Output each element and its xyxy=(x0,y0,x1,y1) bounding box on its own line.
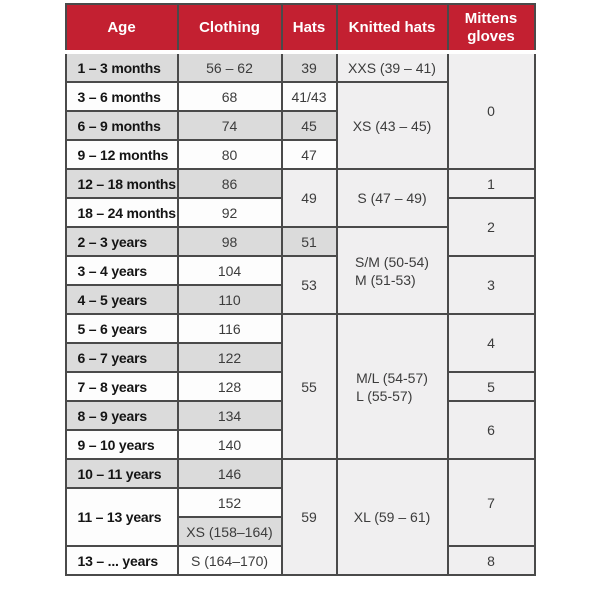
cell-age: 7 – 8 years xyxy=(66,372,178,401)
cell-hats: 51 xyxy=(282,227,337,256)
table-row xyxy=(66,256,535,285)
cell-clothing: 134 xyxy=(178,401,282,430)
table-body xyxy=(66,52,535,575)
cell-clothing: 110 xyxy=(178,285,282,314)
cell-knitted: XXS (39 – 41) xyxy=(337,52,448,82)
cell-mittens: 5 xyxy=(448,372,535,401)
cell-clothing: 116 xyxy=(178,314,282,343)
cell-mittens: 7 xyxy=(448,459,535,546)
header-knitted: Knitted hats xyxy=(337,4,448,52)
cell-age: 13 – ... years xyxy=(66,546,178,575)
cell-hats: 49 xyxy=(282,169,337,227)
cell-lines: S/M (50-54) M (51-53) xyxy=(355,253,429,288)
cell-mittens: 4 xyxy=(448,314,535,372)
cell-age: 10 – 11 years xyxy=(66,459,178,488)
cell-age: 8 – 9 years xyxy=(66,401,178,430)
cell-hats: 53 xyxy=(282,256,337,314)
cell-mittens: 0 xyxy=(448,52,535,169)
cell-clothing: 86 xyxy=(178,169,282,198)
cell-clothing: 68 xyxy=(178,82,282,111)
cell-clothing: 140 xyxy=(178,430,282,459)
table-row xyxy=(66,169,535,198)
cell-age: 3 – 4 years xyxy=(66,256,178,285)
cell-clothing: 122 xyxy=(178,343,282,372)
cell-mittens: 1 xyxy=(448,169,535,198)
cell-age: 6 – 9 months xyxy=(66,111,178,140)
cell-clothing: 98 xyxy=(178,227,282,256)
cell-knitted xyxy=(337,314,448,459)
cell-clothing: 104 xyxy=(178,256,282,285)
cell-clothing: 146 xyxy=(178,459,282,488)
cell-hats: 45 xyxy=(282,111,337,140)
header-age: Age xyxy=(66,4,178,52)
cell-clothing: 152 xyxy=(178,488,282,517)
cell-mittens: 6 xyxy=(448,401,535,459)
cell-hats: 55 xyxy=(282,314,337,459)
cell-mittens: 2 xyxy=(448,198,535,256)
cell-age: 12 – 18 months xyxy=(66,169,178,198)
size-chart-table xyxy=(65,3,536,576)
cell-hats: 41/43 xyxy=(282,82,337,111)
header-row xyxy=(66,4,535,52)
table-header xyxy=(66,4,535,52)
cell-clothing: S (164–170) xyxy=(178,546,282,575)
header-clothing: Clothing xyxy=(178,4,282,52)
cell-knitted: S (47 – 49) xyxy=(337,169,448,227)
cell-age: 4 – 5 years xyxy=(66,285,178,314)
cell-age: 2 – 3 years xyxy=(66,227,178,256)
cell-age: 3 – 6 months xyxy=(66,82,178,111)
cell-mittens: 3 xyxy=(448,256,535,314)
cell-age: 18 – 24 months xyxy=(66,198,178,227)
cell-hats: 39 xyxy=(282,52,337,82)
header-mittens: Mittens gloves xyxy=(448,4,535,52)
cell-age: 11 – 13 years xyxy=(66,488,178,546)
table-row xyxy=(66,52,535,82)
header-hats: Hats xyxy=(282,4,337,52)
cell-mittens: 8 xyxy=(448,546,535,575)
cell-lines: M/L (54-57) L (55-57) xyxy=(356,369,428,404)
cell-age: 9 – 12 months xyxy=(66,140,178,169)
cell-clothing: XS (158–164) xyxy=(178,517,282,546)
cell-clothing: 56 – 62 xyxy=(178,52,282,82)
cell-age: 6 – 7 years xyxy=(66,343,178,372)
table-row xyxy=(66,459,535,488)
cell-clothing: 74 xyxy=(178,111,282,140)
table-row xyxy=(66,314,535,343)
cell-knitted xyxy=(337,227,448,314)
cell-age: 5 – 6 years xyxy=(66,314,178,343)
cell-clothing: 80 xyxy=(178,140,282,169)
cell-knitted: XS (43 – 45) xyxy=(337,82,448,169)
cell-age: 9 – 10 years xyxy=(66,430,178,459)
cell-knitted: XL (59 – 61) xyxy=(337,459,448,575)
cell-age: 1 – 3 months xyxy=(66,52,178,82)
cell-hats: 47 xyxy=(282,140,337,169)
cell-hats: 59 xyxy=(282,459,337,575)
cell-clothing: 92 xyxy=(178,198,282,227)
cell-clothing: 128 xyxy=(178,372,282,401)
